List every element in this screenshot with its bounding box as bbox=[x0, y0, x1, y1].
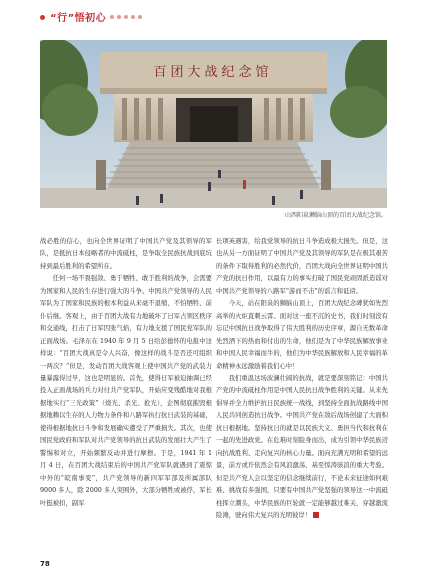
page-number: 78 bbox=[40, 560, 50, 568]
section-bullet-icon bbox=[40, 15, 45, 20]
memorial-hall-photo bbox=[40, 40, 387, 208]
memorial-hall-illustration bbox=[40, 40, 387, 208]
article-column-right bbox=[216, 236, 388, 554]
end-mark-icon bbox=[313, 512, 319, 518]
article-paragraph: 今天，站在阳泉的狮脑山顶上，百团大战纪念碑犹如先烈高举的火炬直刺云霄。面对这一座不沉的史书，我们时刻没有忘记中国抗日战争取得了伟大胜利的历史序章，源自无数革命先烈洒下的热血和付出的生命，他们是为了中华民族解放事业和中国人民幸福而牛的，他们为中华民族解放和人民幸福的革命精神永远激励着我们心中！ bbox=[216, 300, 388, 370]
article-paragraph-final bbox=[216, 373, 388, 522]
article-column-left bbox=[40, 236, 212, 554]
section-title: “行”悟初心 bbox=[50, 13, 107, 24]
building-sign: 百团大战纪念馆 bbox=[153, 65, 273, 80]
article-paragraph: 任何一场不畏强敌、勇于牺牲、敢于胜利的战争，会需要为国家和人民的生存进行强大的斗争。中国共产党领导的人民军队为了国家和民族的根本利益从来毫不退缩、不怕牺牲、前仆后继。客观上，由于百团大战有力地破坏了日军占领区秩序和交通线，打击了日军因张气焰，有力地支援了国民党军队的正面战场。毛泽东在 1940 年 9 月 5 日给彭德怀的电报中这样说：“百团大战真是令人兴奋，像这样的战斗是否还可组织一两次？”但是，发动百团大战客观上使中国共产党的武装力量暴露得过早，这也是明显的。首先，使得日军被迫抽调已经投入正面战场的兵力对付共产党军队，开始应变残酷地对我根据地实行“三光政策”（烧光、杀光、抢光），企图彻底摧毁根据地赖以生存的人力物力条件和八路军执行抗日武装的基础，使得根据地抗日斗争和发展确实遭受了严重损失。其次，也使国民党政府和军队对共产党领导的抗日武装的发展壮大产生了警惕和对立，开始频繁反动并进行摩擦。于是，1941 年 1 月 4 日，在百团大战结束后的中国共产党军队就遇到了震惊中外的“皖南事变”，共产党领导的新四军军部及所属部队 9000 多人，除 2000 多人突围外，大部分牺牲或被俘，军长叶挺被扣，副军 bbox=[40, 275, 212, 507]
article-paragraph: 长项英遇害，给我党领导的抗日斗争造成极大损失。但是，这也从另一方面证明了中国共产党及其领导的军队是在极其艰苦的条件下取得胜利的必然代价，百团大战向全世界证明中国共产党的抗日作用，以最有力的事实打破了国民党顽固派造谣对中国共产党领导的八路军“游而不击”的谣言和诋谤。 bbox=[216, 238, 388, 295]
decorative-dots-icon bbox=[110, 15, 142, 19]
article-paragraph-text: 我们重温这场波澜壮阔的抗战，就是要深刻铭记：中国共产党的中流砥柱作用是中国人民抗日战争胜利的关键。从来先倡导并全力维护抗日民族统一战线，到坚持全面抗战路线中国人民共同创造抗日战争。中国共产党在敌后战场创建了大面积抗日根据地。坚持抗日的就是以民族大义、勇担当代和抗利在一起的先进政党。在危难时刻脸身而出，成为引领中华民族迈向抗战胜利、走向复兴的核心力量。面向充满光明和希望的远景，前方或许依然会有风浪激荡、基至惊涛骇浪的重大考验。但是共产党人会以坚定的信念继续前行，不论未来征途如何艰难、挑战有多强国，只要有中国共产党坚强的领导这一中流砥柱挥立潮头，中华民族的巨轮就一定能够越过难关，穿越激流险滩，驶向伟大复兴的光明彼岸！ bbox=[216, 374, 388, 519]
photo-caption: 山西阳泉狮脑山顶的百团大战纪念馆。 bbox=[284, 212, 387, 219]
article-paragraph: 战必胜的信心，也向全世界证明了中国共产党及其领导的军队，是抵抗日本侵略者的中流砥柱，是争取全民族抗战到底坑持到最后胜利的希望所在。 bbox=[40, 238, 212, 270]
page-header bbox=[0, 0, 427, 40]
